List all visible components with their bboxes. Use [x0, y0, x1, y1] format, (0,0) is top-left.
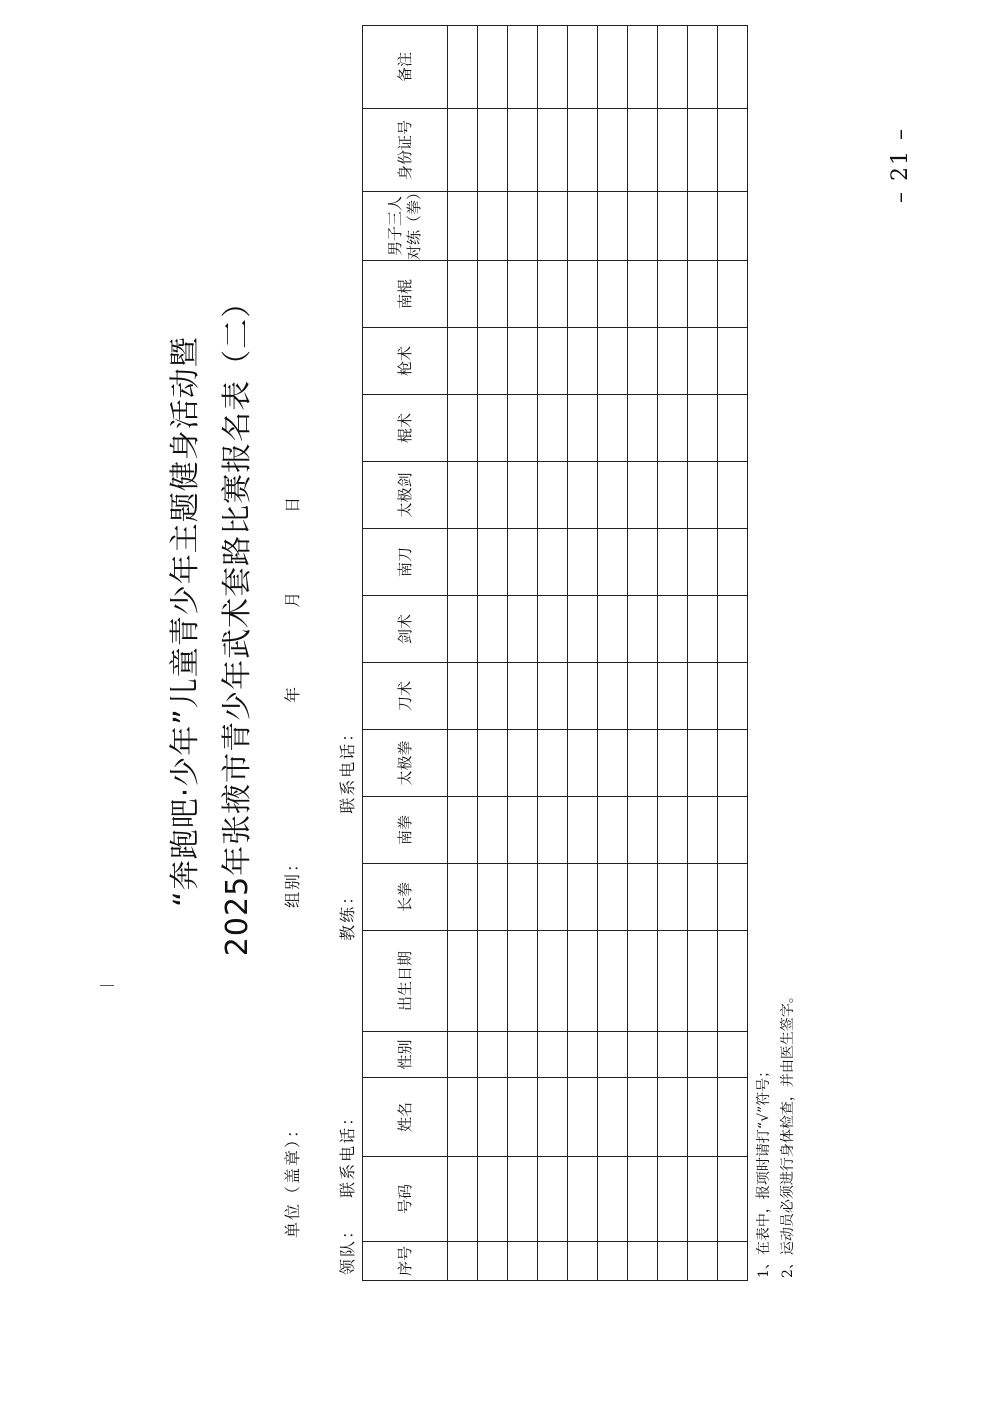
table-cell — [658, 864, 688, 931]
table-cell — [628, 1157, 658, 1242]
column-header: 太极拳 — [363, 730, 448, 797]
table-cell — [628, 328, 658, 395]
table-cell — [688, 864, 718, 931]
table-cell — [658, 1242, 688, 1281]
table-cell — [688, 730, 718, 797]
table-cell — [658, 192, 688, 261]
table-row — [478, 26, 508, 1281]
table-cell — [448, 261, 478, 328]
column-header: 性别 — [363, 1032, 448, 1078]
table-cell — [718, 395, 748, 462]
table-cell — [718, 663, 748, 730]
table-row — [598, 26, 628, 1281]
table-cell — [628, 26, 658, 109]
table-cell — [598, 1242, 628, 1281]
table-cell — [478, 529, 508, 596]
table-cell — [628, 730, 658, 797]
margin-mark — [100, 985, 114, 986]
table-cell — [688, 596, 718, 663]
table-cell — [508, 26, 538, 109]
form-title-line1: “奔跑吧·少年”儿童青少年主题健身活动暨 — [168, 336, 203, 907]
column-header: 枪术 — [363, 328, 448, 395]
table-cell — [718, 26, 748, 109]
table-cell — [568, 192, 598, 261]
table-cell — [628, 663, 658, 730]
column-header: 棍术 — [363, 395, 448, 462]
table-cell — [718, 596, 748, 663]
table-cell — [598, 395, 628, 462]
table-cell — [568, 1242, 598, 1281]
table-cell — [508, 797, 538, 864]
table-cell — [508, 1157, 538, 1242]
table-cell — [598, 797, 628, 864]
leader-label: 领队： — [338, 1220, 357, 1275]
table-cell — [538, 1078, 568, 1157]
table-cell — [628, 261, 658, 328]
table-cell — [598, 192, 628, 261]
table-cell — [538, 328, 568, 395]
table-cell — [598, 261, 628, 328]
table-row — [658, 26, 688, 1281]
table-cell — [688, 328, 718, 395]
table-cell — [478, 931, 508, 1032]
table-cell — [568, 730, 598, 797]
table-cell — [688, 462, 718, 529]
column-header: 剑术 — [363, 596, 448, 663]
table-cell — [538, 931, 568, 1032]
table-cell — [718, 864, 748, 931]
table-cell — [658, 730, 688, 797]
table-cell — [478, 596, 508, 663]
table-cell — [568, 864, 598, 931]
table-cell — [658, 1078, 688, 1157]
table-cell — [448, 328, 478, 395]
table-cell — [658, 26, 688, 109]
column-header: 男子三人对练（拳） — [363, 192, 448, 261]
table-cell — [718, 328, 748, 395]
column-header: 南棍 — [363, 261, 448, 328]
table-cell — [478, 109, 508, 192]
table-cell — [508, 192, 538, 261]
coach-phone-label: 联系电话： — [338, 723, 357, 814]
table-cell — [628, 864, 658, 931]
table-cell — [508, 1078, 538, 1157]
table-cell — [448, 663, 478, 730]
table-cell — [718, 462, 748, 529]
table-cell — [658, 328, 688, 395]
table-cell — [628, 529, 658, 596]
table-cell — [448, 529, 478, 596]
table-cell — [448, 596, 478, 663]
table-cell — [598, 1032, 628, 1078]
table-cell — [568, 1078, 598, 1157]
table-cell — [478, 1078, 508, 1157]
table-cell — [598, 109, 628, 192]
column-header: 序号 — [363, 1242, 448, 1281]
table-cell — [628, 1242, 658, 1281]
note-1: 1、在表中，报项时请打“√”符号； — [756, 1063, 772, 1278]
table-cell — [478, 1032, 508, 1078]
table-cell — [508, 1032, 538, 1078]
table-cell — [538, 864, 568, 931]
table-cell — [508, 931, 538, 1032]
table-cell — [718, 730, 748, 797]
table-cell — [688, 797, 718, 864]
table-cell — [448, 109, 478, 192]
table-cell — [658, 1157, 688, 1242]
table-cell — [478, 663, 508, 730]
table-cell — [658, 596, 688, 663]
table-cell — [538, 109, 568, 192]
table-cell — [688, 261, 718, 328]
table-cell — [628, 395, 658, 462]
table-cell — [718, 1078, 748, 1157]
table-cell — [658, 1032, 688, 1078]
table-cell — [568, 261, 598, 328]
table-cell — [448, 1242, 478, 1281]
table-cell — [658, 462, 688, 529]
group-label: 组别： — [283, 853, 302, 908]
table-cell — [658, 931, 688, 1032]
table-cell — [478, 1242, 508, 1281]
table-row — [508, 26, 538, 1281]
table-cell — [688, 26, 718, 109]
table-cell — [448, 395, 478, 462]
coach-label: 教练： — [338, 886, 357, 941]
table-cell — [478, 261, 508, 328]
table-cell — [688, 395, 718, 462]
table-cell — [538, 261, 568, 328]
table-cell — [508, 596, 538, 663]
note-2: 2、运动员必须进行身体检查，并由医生签字。 — [780, 989, 796, 1278]
table-row — [628, 26, 658, 1281]
table-row — [718, 26, 748, 1281]
table-cell — [448, 462, 478, 529]
table-cell — [568, 395, 598, 462]
table-cell — [568, 26, 598, 109]
table-cell — [538, 529, 568, 596]
table-cell — [628, 462, 658, 529]
table-cell — [718, 1242, 748, 1281]
table-cell — [508, 328, 538, 395]
table-cell — [448, 931, 478, 1032]
table-cell — [538, 730, 568, 797]
column-header: 长拳 — [363, 864, 448, 931]
leader-phone-label: 联系电话： — [338, 1107, 357, 1198]
table-cell — [598, 864, 628, 931]
table-cell — [508, 529, 538, 596]
table-cell — [688, 109, 718, 192]
table-cell — [598, 1078, 628, 1157]
table-cell — [448, 26, 478, 109]
table-cell — [718, 261, 748, 328]
table-cell — [598, 663, 628, 730]
table-cell — [658, 663, 688, 730]
table-cell — [448, 192, 478, 261]
table-cell — [658, 109, 688, 192]
table-cell — [538, 797, 568, 864]
table-cell — [448, 730, 478, 797]
table-cell — [718, 192, 748, 261]
table-cell — [598, 529, 628, 596]
table-cell — [628, 931, 658, 1032]
table-cell — [568, 462, 598, 529]
table-cell — [508, 663, 538, 730]
table-cell — [718, 529, 748, 596]
table-cell — [688, 1157, 718, 1242]
column-header: 号码 — [363, 1157, 448, 1242]
table-cell — [538, 26, 568, 109]
table-cell — [598, 596, 628, 663]
table-cell — [688, 663, 718, 730]
table-cell — [688, 931, 718, 1032]
table-cell — [448, 1157, 478, 1242]
column-header: 姓名 — [363, 1078, 448, 1157]
table-cell — [688, 1078, 718, 1157]
table-cell — [568, 663, 598, 730]
table-header-row — [363, 26, 448, 1281]
table-cell — [538, 1242, 568, 1281]
table-cell — [508, 462, 538, 529]
registration-table — [362, 25, 748, 1281]
table-cell — [628, 192, 658, 261]
column-header: 备注 — [363, 26, 448, 109]
table-row — [538, 26, 568, 1281]
table-cell — [448, 797, 478, 864]
table-cell — [688, 192, 718, 261]
table-cell — [628, 109, 658, 192]
table-cell — [628, 1078, 658, 1157]
table-cell — [628, 596, 658, 663]
table-cell — [478, 462, 508, 529]
table-cell — [568, 1032, 598, 1078]
contact-row — [335, 724, 358, 1275]
table-cell — [598, 1157, 628, 1242]
table-cell — [508, 730, 538, 797]
table-cell — [448, 864, 478, 931]
table-cell — [568, 328, 598, 395]
table-cell — [538, 395, 568, 462]
table-cell — [598, 730, 628, 797]
column-header: 南拳 — [363, 797, 448, 864]
table-row — [448, 26, 478, 1281]
table-cell — [568, 596, 598, 663]
table-cell — [658, 797, 688, 864]
table-cell — [688, 1032, 718, 1078]
table-cell — [658, 529, 688, 596]
unit-label: 单位（盖章）： — [283, 1119, 302, 1238]
table-cell — [538, 462, 568, 529]
table-cell — [598, 462, 628, 529]
table-cell — [688, 1242, 718, 1281]
column-header: 身份证号 — [363, 109, 448, 192]
table-row — [568, 26, 598, 1281]
table-cell — [478, 797, 508, 864]
date-label: 年 月 日 — [283, 494, 302, 703]
table-cell — [508, 395, 538, 462]
table-cell — [718, 1032, 748, 1078]
column-header: 刀术 — [363, 663, 448, 730]
table-cell — [718, 1157, 748, 1242]
table-cell — [718, 931, 748, 1032]
notes — [752, 989, 800, 1278]
table-cell — [718, 109, 748, 192]
table-cell — [538, 596, 568, 663]
table-cell — [478, 395, 508, 462]
table-cell — [448, 1078, 478, 1157]
page-number: – 21 – — [888, 127, 913, 203]
table-body — [448, 26, 748, 1281]
table-cell — [478, 26, 508, 109]
table-cell — [538, 1157, 568, 1242]
table-cell — [718, 797, 748, 864]
column-header: 出生日期 — [363, 931, 448, 1032]
table-row — [688, 26, 718, 1281]
table-cell — [568, 529, 598, 596]
table-cell — [598, 931, 628, 1032]
column-header: 太极剑 — [363, 462, 448, 529]
table-cell — [568, 1157, 598, 1242]
table-cell — [568, 109, 598, 192]
table-cell — [478, 328, 508, 395]
table-cell — [478, 730, 508, 797]
table-cell — [538, 1032, 568, 1078]
table-cell — [508, 109, 538, 192]
table-cell — [538, 663, 568, 730]
table-cell — [598, 26, 628, 109]
table-cell — [478, 1157, 508, 1242]
table-cell — [508, 261, 538, 328]
table-cell — [628, 1032, 658, 1078]
table-cell — [568, 931, 598, 1032]
table-cell — [508, 1242, 538, 1281]
table-cell — [538, 192, 568, 261]
table-cell — [598, 328, 628, 395]
table-cell — [688, 529, 718, 596]
table-cell — [658, 395, 688, 462]
table-cell — [478, 864, 508, 931]
table-cell — [478, 192, 508, 261]
table-cell — [628, 797, 658, 864]
column-header: 南刀 — [363, 529, 448, 596]
table-cell — [568, 797, 598, 864]
table-cell — [658, 261, 688, 328]
table-cell — [508, 864, 538, 931]
table-cell — [448, 1032, 478, 1078]
form-title-line2: 2025年张掖市青少年武术套路比赛报名表（二） — [220, 286, 255, 957]
